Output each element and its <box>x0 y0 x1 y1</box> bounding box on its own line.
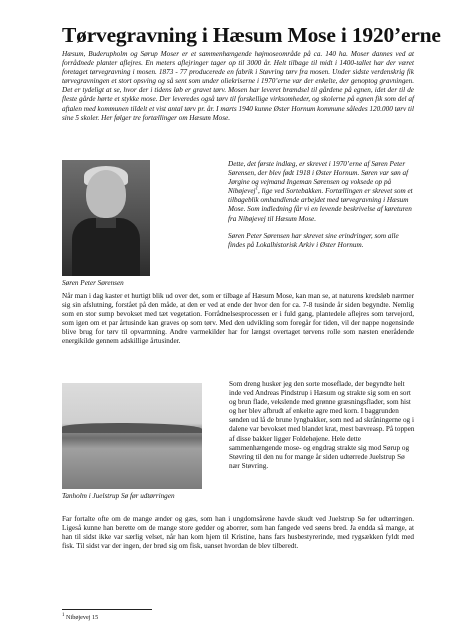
intro-sidebar <box>228 160 414 258</box>
footnote-marker: 1 <box>255 186 259 192</box>
lake-photo-horizon <box>62 423 202 433</box>
portrait-photo <box>62 160 150 276</box>
footnote-text: Nibøjevej 15 <box>66 614 99 621</box>
lake-photo-caption: Tanholm i Juelstrup Sø før udtørringen <box>62 492 175 500</box>
sidebar-text-a: Dette, det første indlæg, er skrevet i 1970’erne af Søren Peter Sørensen, der blev født 1918 i Øster Hornum. Søren var søn af Jørgine og vejmand Ingeman Sørensen og voksede op på Nibøjevej <box>228 160 409 196</box>
portrait-face <box>86 170 126 218</box>
sidebar-paragraph-2: Søren Peter Sørensen har skrevet sine erindringer, som alle findes på Lokalhistorisk Arkiv i Øster Hornum. <box>228 231 399 249</box>
portrait-caption: Søren Peter Sørensen <box>62 279 124 287</box>
portrait-collar <box>96 218 116 228</box>
footnote-divider <box>62 609 152 610</box>
body-paragraph-3: Far fortalte ofte om de mange ænder og gæs, som han i ungdomsårene havde skudt ved Juelstrup Sø før udtørringen. Ligeså kunne han berette om de mange store gedder og aborrer, som han fangede ved søens bred. Ja endda så mange, at han til sidst ikke var særlig velset, når han kom hjem til Kristine, hans fars husbestyrerinde, med rygsækken fyldt med fisk. Til sidst var der ingen, der brød sig om fisk, uanset hvordan de blev tilberedt. <box>62 515 414 551</box>
footnote <box>62 614 98 621</box>
sidebar-text-b: , lige ved Sortebakken. Fortællingen er skrevet som et tilbageblik omhandlende arbejdet med tørvegravning i Hæsum Mose. Som indledning får vi en levende beskrivelse af køreturen fra Nibøjevej til Hæsum Mose. <box>228 187 413 223</box>
intro-paragraph: Hæsum, Buderupholm og Sørup Moser er et sammenhængende højmoseområde på ca. 140 ha. Moser dannes ved at forrådnede planter aflejres. En meters aflejringer tager op til 3000 år. Helt tilbage til midt i 1400-tallet har der været foretaget tørvegravning i mosen. 1873 - 77 producerede en fabrik i Støvring tørv fra mosen. Under sidste verdenskrig fik tørvegravningen et stort opsving og så sent som under oliekriserne i 1970’erne var der enkelte, der genoptog gravningen. Det er tydeligt at se, hvor der i tidens løb er gravet tørv. Mosen har leveret brændsel til gårdene på egnen, idet der til de fleste gårde hørte et stykke mose. Der leveredes også tørv til forskellige virksomheder, og skolerne på egnen fik som del af aftalen med kommunen tildelt et vist antal tørv pr. år. I marts 1940 kunne Øster Hornum kommune således 120.000 tørv til sine 5 skoler. Her følger tre fortællinger om Hæsum Mose. <box>62 50 414 122</box>
sidebar-paragraph-1 <box>228 160 414 224</box>
body-paragraph-2: Som dreng husker jeg den sorte moseflade, der begyndte helt inde ved Andreas Pindstrup i Hæsum og strakte sig som en sort og brun flade, vekslende med grønne græsningsflader, som hist og her blev afbrudt af enkelte agre med korn. I baggrunden sønden ud lå de brune lyngbakker, som ned ad skråningerne og i dalene var bevokset med blandet krat, mest bævreasp. På toppen af disse bakker ligger Foldehøjene. Hele dette sammenhængende mose- og engdrag strakte sig mod Sørup og Støvring til den nu for mange år siden udtørrede Juelstrup Sø nær Støvring. <box>229 380 415 470</box>
body-paragraph-1: Når man i dag kaster et hurtigt blik ud over det, som er tilbage af Hæsum Mose, kan man se, at naturens kredsløb nærmer sig sin afslutning, forstået på den måde, at den er ved at ende der hvor den for ca. 7-8 tusinde år siden begyndte. Nemlig som en stor sump bevokset med tæt vegetation. Forrådnelsesprocessen er i fuld gang, plantedele aflejres som tørvejord, som igen om et par årtusinde kan graves op som tørv. Med den udvikling som foregår for tiden, vil der nappe nogensinde blive brug for tørv til opvarmning. Andre varmekilder har for længst overtaget tørvens rolle som næsten enerådende energikilde gennem adskillige årtusinder. <box>62 292 414 346</box>
footnote-number: 1 <box>62 612 65 618</box>
page-title: Tørvegravning i Hæsum Mose i 1920’erne <box>62 23 441 47</box>
lake-photo <box>62 383 202 489</box>
